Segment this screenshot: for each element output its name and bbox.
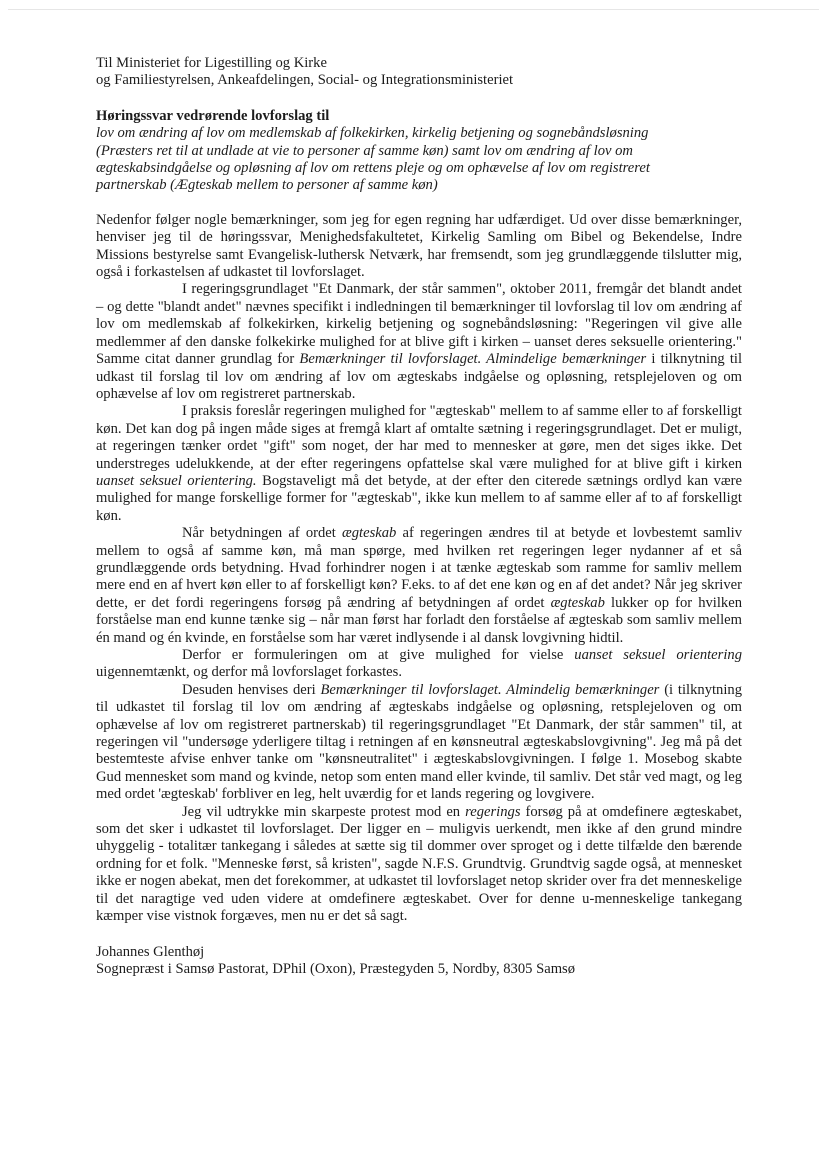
- paragraph-4-text-c: lukker op for hvilken forståelse man end kunne tænke sig – når man først har forladt den forståelse af ægteskab som samliv mellem én mand og én kvinde, en forståelse som har været indlysende i al dansk lovgivning hidtil.: [96, 594, 742, 646]
- signature-block: [96, 944, 742, 979]
- subject-line-1: lov om ændring af lov om medlemskab af folkekirken, kirkelig betjening og sognebåndsløsning: [96, 125, 649, 142]
- paragraph-3-text-a: I praksis foreslår regeringen mulighed for "ægteskab" mellem to af samme eller to af forskelligt køn. Det kan dog på ingen måde siges at fremgå klart af omtalte sætning i regeringsgrundlaget. Det er muligt, at regeringen tænker ordet "gift" som noget, der har med to mennesker at gøre, men det siges ikke. Det understreges udelukkende, at der efter regeringens opfattelse skal være mulighed for at blive gift i kirken: [96, 403, 742, 472]
- paragraph-regeringsgrundlag: [96, 281, 742, 403]
- subject-block: [96, 108, 742, 195]
- paragraph-3-emphasis: uanset seksuel orientering.: [96, 472, 257, 489]
- paragraph-4-emphasis-1: ægteskab: [342, 525, 397, 542]
- paragraph-4-text-b: af regeringen ændres til at betyde et lovbestemt samliv mellem to også af samme køn, må man spørge, med hvilken ret regeringen leger nydanner af et så grundlæggende ords betydning. Hvad forhindrer nogen i at tænke ægteskab som ramme for samliv mellem mere end en af hvert køn eller to af forskelligt køn? F.eks. to af det ene køn og en af det andet? Når jeg skriver dette, er det fordi regeringens forsøg på ændring af betydningen af ordet: [96, 525, 742, 611]
- paragraph-7-text-a: Jeg vil udtrykke min skarpeste protest mod en: [182, 803, 466, 820]
- subject-heading: Høringssvar vedrørende lovforslag til: [96, 107, 330, 124]
- subject-line-2: (Præsters ret til at undlade at vie to personer af samme køn) samt lov om ændring af lov om: [96, 142, 633, 159]
- paragraph-2-emphasis: Bemærkninger til lovforslaget. Almindelige bemærkninger: [299, 351, 647, 368]
- paragraph-5-text-a: Derfor er formuleringen om at give mulighed for vielse: [182, 647, 575, 663]
- paragraph-5-emphasis: uanset seksuel orientering: [574, 647, 742, 663]
- paragraph-praksis: [96, 403, 742, 525]
- recipient-address: [96, 55, 742, 90]
- signature-name: Johannes Glenthøj: [96, 943, 205, 960]
- letter-page: [96, 55, 742, 978]
- paragraph-5-text-b: uigennemtænkt, og derfor må lovforslaget forkastes.: [96, 664, 402, 681]
- subject-line-4: partnerskab (Ægteskab mellem to personer af samme køn): [96, 177, 438, 194]
- paragraph-protest: [96, 804, 742, 926]
- paragraph-4-text-a: Når betydningen af ordet: [182, 525, 343, 542]
- paragraph-2-text-a: I regeringsgrundlaget "Et Danmark, der står sammen", oktober 2011, fremgår det blandt andet – og dette "blandt andet" nævnes specifikt i indledningen til bemærkninger til lovforslag til lov om ændring af lov om medlemskab af folkekirken, kirkelig betjening og sognebåndsløsning: "Regeringen vil give alle medlemmer af den danske folkekirke mulighed for at blive gift i kirken – uanset deres seksuelle orientering." Samme citat danner grundlag for: [96, 281, 742, 368]
- paragraph-7-text-b: forsøg på at omdefinere ægteskabet, som det sker i udkastet til lovforslaget. Der ligger en – muligvis uerkendt, men ikke af den grund mindre uhyggelig - totalitær tankegang i således at sætte sig til dommer over sproget og i dette tilfælde den bærende ordning for et folk. "Menneske først, så kristen", sagde N.F.S. Grundtvig. Grundtvig sagde også, at mennesket ikke er nogen abekat, men det forekommer, at udkastet til lovforslaget netop skrider over fra det menneskelige til det naragtige ved uden videre at omdefinere ægteskabet. Over for denne u-menneskelige tankegang kæmper vise vistnok forgæves, men nu er det så sagt.: [96, 803, 743, 925]
- top-edge-rule: [8, 9, 819, 10]
- address-line-2: og Familiestyrelsen, Ankeafdelingen, Social- og Integrationsministeriet: [96, 72, 514, 89]
- paragraph-6-text-a: Desuden henvises deri: [182, 681, 321, 698]
- paragraph-betydning: [96, 525, 742, 647]
- paragraph-7-emphasis: regerings: [465, 803, 521, 820]
- paragraph-2-text-b: i tilknytning til udkast til forslag til lov om ændring af lov om ægteskabs indgåelse og opløsning, retsplejeloven og om ophævelse af lov om registreret partnerskab.: [96, 351, 743, 402]
- address-line-1: Til Ministeriet for Ligestilling og Kirke: [96, 55, 327, 71]
- paragraph-forkastes: [96, 647, 742, 682]
- paragraph-6-text-b: (i tilknytning til udkastet til forslag til lov om ændring af ægteskabs indgåelse og opløsning, retsplejeloven og om ophævelse af lov om registreret partnerskab) til regeringsgrundlaget "Et Danmark, der står sammen" til, at regeringen vil "undersøge yderligere tiltag i retningen af en kønsneutral ægteskabslovgivning". Jeg må på det bestemteste afvise enhver tanke om "kønsneutralitet" i ægteskabslovgivningen. I følge 1. Mosebog skabte Gud mennesket som mand og kvinde, netop som enten mand eller kvinde, til samliv. Det står ved magt, og leg med ordet 'ægteskab' forbliver en leg, helt uværdig for et lands regering og lovgivere.: [96, 681, 742, 803]
- signature-title: Sognepræst i Samsø Pastorat, DPhil (Oxon), Præstegyden 5, Nordby, 8305 Samsø: [96, 960, 576, 977]
- paragraph-3-text-b: Bogstaveligt må det betyde, at der efter den citerede sætnings ordlyd kan være mulighed for mange forskellige former for "ægteskab", ikke kun mellem to af samme eller af to af forskelligt køn.: [96, 472, 743, 524]
- paragraph-konsneutral: [96, 682, 742, 804]
- subject-line-3: ægteskabsindgåelse og opløsning af lov om rettens pleje og om ophævelse af lov om registreret: [96, 160, 650, 177]
- paragraph-intro: [96, 212, 742, 282]
- paragraph-intro-text: Nedenfor følger nogle bemærkninger, som jeg for egen regning har udfærdiget. Ud over disse bemærkninger, henviser jeg til de høringssvar, Menighedsfakultetet, Kirkelig Samling om Bibel og Bekendelse, Indre Missions bestyrelse samt Evangelisk-luthersk Netværk, har fremsendt, som jeg grundlæggende tilslutter mig, også i forkastelsen af udkastet til lovforslaget.: [96, 211, 742, 281]
- paragraph-6-emphasis: Bemærkninger til lovforslaget. Almindelig bemærkninger: [320, 681, 660, 698]
- paragraph-4-emphasis-2: ægteskab: [550, 594, 605, 611]
